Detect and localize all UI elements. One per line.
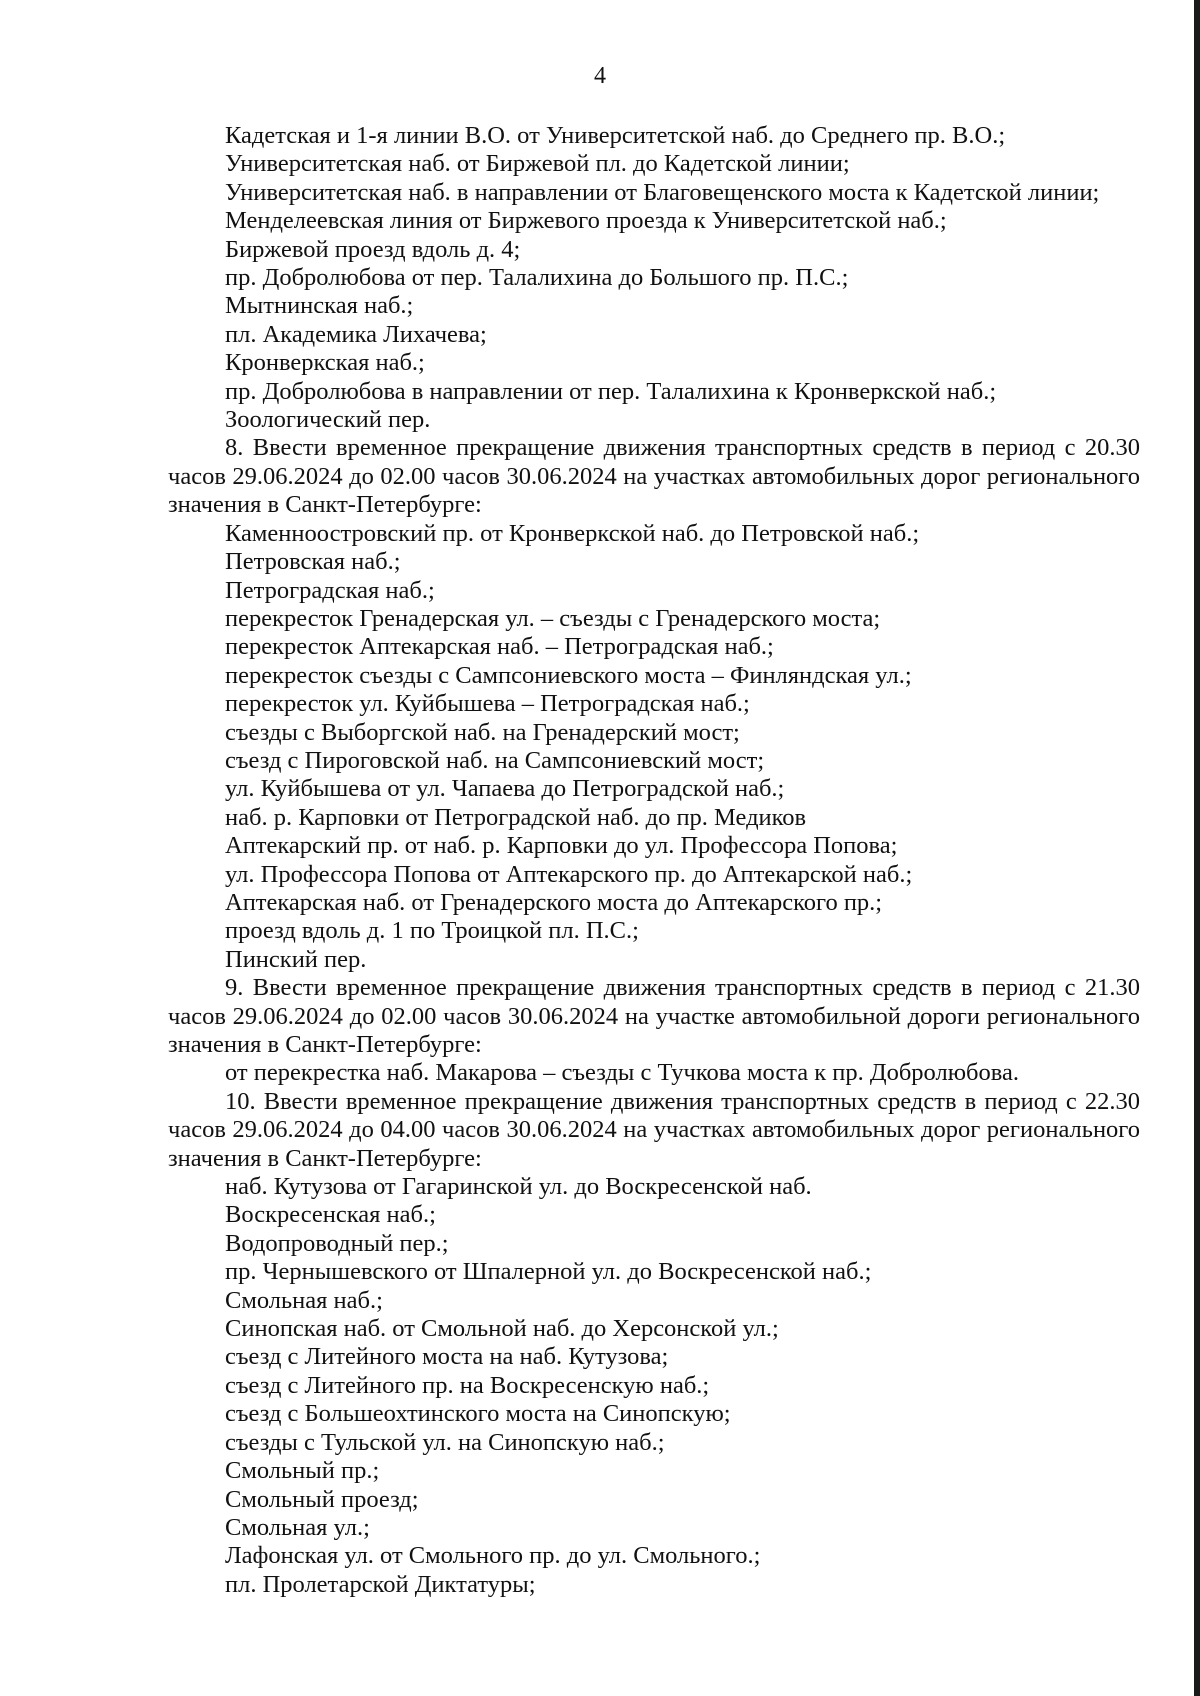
list-item: Петроградская наб.;: [225, 576, 435, 604]
list-item: Аптекарский пр. от наб. р. Карповки до ул. Профессора Попова;: [225, 832, 898, 860]
list-item: Университетская наб. от Биржевой пл. до Кадетской линии;: [225, 150, 850, 178]
page-number: 4: [594, 63, 606, 89]
document-body: [168, 122, 1140, 1599]
scan-edge-shadow: [1194, 0, 1200, 1696]
paragraph-line: значения в Санкт-Петербурге:: [168, 491, 482, 519]
list-item: Пинский пер.: [225, 945, 367, 973]
list-item: съезд с Пироговской наб. на Сампсониевский мост;: [225, 746, 765, 774]
list-item: съезд с Литейного пр. на Воскресенскую наб.;: [225, 1371, 710, 1399]
list-item: перекресток Гренадерская ул. – съезды с Гренадерского моста;: [225, 604, 881, 632]
paragraph-line: значения в Санкт-Петербурге:: [168, 1144, 482, 1172]
list-item: Воскресенская наб.;: [225, 1201, 436, 1229]
list-item: перекресток Аптекарская наб. – Петроградская наб.;: [225, 633, 774, 661]
list-item: Менделеевская линия от Биржевого проезда к Университетской наб.;: [225, 207, 947, 235]
paragraph-line: часов 29.06.2024 до 02.00 часов 30.06.2024 на участке автомобильной дороги регионального: [168, 1002, 1140, 1030]
paragraph-8: [168, 434, 1140, 519]
list-item: пл. Академика Лихачева;: [225, 320, 487, 348]
list-item: съезды с Тульской ул. на Синопскую наб.;: [225, 1428, 665, 1456]
list-item: Каменноостровский пр. от Кронверкской наб. до Петровской наб.;: [225, 519, 920, 547]
paragraph-line: 9. Ввести временное прекращение движения транспортных средств в период с 21.30: [225, 974, 1140, 1002]
list-item: съезд с Большеохтинского моста на Синопскую;: [225, 1400, 731, 1428]
street-list-4: [168, 1173, 1140, 1599]
list-item: Синопская наб. от Смольной наб. до Херсонской ул.;: [225, 1315, 779, 1343]
list-item: перекресток съезды с Сампсониевского моста – Финляндская ул.;: [225, 661, 912, 689]
paragraph-9: [168, 974, 1140, 1059]
list-item: Мытнинская наб.;: [225, 292, 414, 320]
list-item: Смольная наб.;: [225, 1286, 383, 1314]
paragraph-line: значения в Санкт-Петербурге:: [168, 1031, 482, 1058]
list-item: съезд с Литейного моста на наб. Кутузова;: [225, 1343, 669, 1371]
paragraph-line: часов 29.06.2024 до 04.00 часов 30.06.2024 на участках автомобильных дорог регионального: [168, 1116, 1140, 1144]
list-item: пр. Добролюбова от пер. Талалихина до Большого пр. П.С.;: [225, 264, 849, 292]
list-item: съезды с Выборгской наб. на Гренадерский мост;: [225, 718, 740, 746]
list-item: Зоологический пер.: [225, 406, 431, 434]
list-item: перекресток ул. Куйбышева – Петроградская наб.;: [225, 690, 750, 718]
list-item: наб. Кутузова от Гагаринской ул. до Воскресенской наб.: [225, 1173, 812, 1201]
list-item: Кадетская и 1-я линии В.О. от Университетской наб. до Среднего пр. В.О.;: [225, 122, 1006, 149]
street-list-3: [168, 1059, 1140, 1087]
list-item: ул. Профессора Попова от Аптекарского пр. до Аптекарской наб.;: [225, 860, 913, 888]
list-item: наб. р. Карповки от Петроградской наб. до пр. Медиков: [225, 803, 807, 831]
list-item: Университетская наб. в направлении от Благовещенского моста к Кадетской линии;: [225, 178, 1100, 206]
paragraph-line: часов 29.06.2024 до 02.00 часов 30.06.2024 на участках автомобильных дорог регионального: [168, 462, 1140, 490]
street-list-1: [168, 122, 1140, 434]
list-item: Кронверкская наб.;: [225, 349, 425, 377]
list-item: Биржевой проезд вдоль д. 4;: [225, 235, 521, 263]
list-item: пл. Пролетарской Диктатуры;: [225, 1570, 536, 1598]
paragraph-line: 8. Ввести временное прекращение движения транспортных средств в период с 20.30: [225, 434, 1140, 462]
list-item: от перекрестка наб. Макарова – съезды с Тучкова моста к пр. Добролюбова.: [225, 1059, 1019, 1087]
list-item: Петровская наб.;: [225, 548, 401, 576]
list-item: Смольный пр.;: [225, 1457, 380, 1485]
list-item: Водопроводный пер.;: [225, 1229, 449, 1257]
street-list-2: [168, 520, 1140, 975]
list-item: Аптекарская наб. от Гренадерского моста до Аптекарского пр.;: [225, 888, 883, 916]
list-item: Лафонская ул. от Смольного пр. до ул. Смольного.;: [225, 1542, 761, 1570]
paragraph-10: [168, 1088, 1140, 1173]
list-item: пр. Добролюбова в направлении от пер. Талалихина к Кронверкской наб.;: [225, 377, 997, 405]
list-item: пр. Чернышевского от Шпалерной ул. до Воскресенской наб.;: [225, 1258, 872, 1286]
list-item: проезд вдоль д. 1 по Троицкой пл. П.С.;: [225, 917, 639, 945]
list-item: Смольная ул.;: [225, 1513, 370, 1541]
paragraph-line: 10. Ввести временное прекращение движения транспортных средств в период с 22.30: [225, 1087, 1140, 1115]
list-item: Смольный проезд;: [225, 1485, 419, 1513]
list-item: ул. Куйбышева от ул. Чапаева до Петроградской наб.;: [225, 775, 785, 803]
